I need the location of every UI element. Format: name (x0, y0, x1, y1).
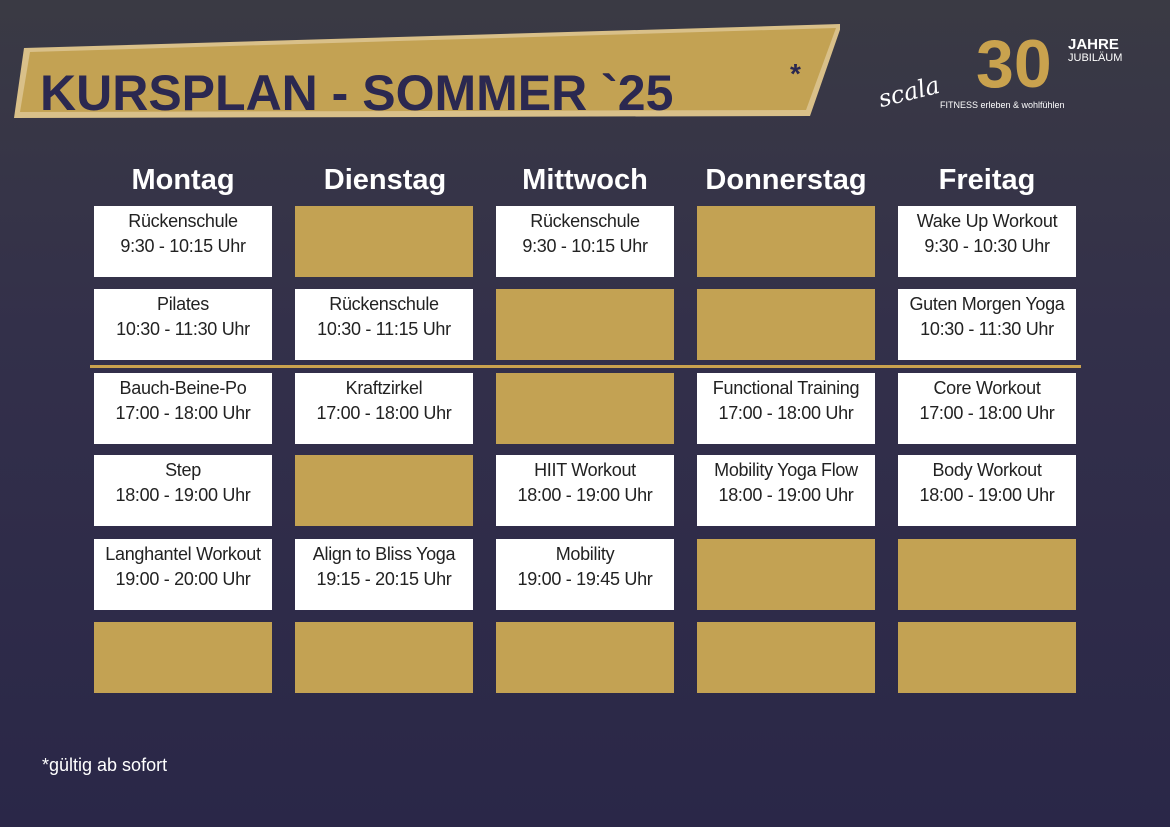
course-slot (496, 539, 674, 610)
course-slot (697, 455, 875, 526)
logo-tagline: FITNESS erleben & wohlfühlen (940, 100, 1065, 110)
course-time: 18:00 - 19:00 Uhr (517, 485, 653, 505)
course-time: 17:00 - 18:00 Uhr (316, 403, 452, 423)
empty-slot (697, 622, 875, 693)
course-slot (898, 373, 1076, 444)
course-time: 17:00 - 18:00 Uhr (919, 403, 1055, 423)
page-title: KURSPLAN - SOMMER `25 (40, 65, 674, 121)
course-time: 18:00 - 19:00 Uhr (115, 485, 251, 505)
course-slot (697, 373, 875, 444)
course-name: HIIT Workout (534, 460, 636, 480)
course-slot (496, 455, 674, 526)
course-name: Align to Bliss Yoga (312, 544, 456, 564)
empty-slot (496, 622, 674, 693)
empty-slot (898, 622, 1076, 693)
course-name: Rückenschule (128, 211, 238, 231)
course-name: Wake Up Workout (916, 211, 1058, 231)
title-banner (10, 24, 840, 120)
empty-slot (697, 289, 875, 360)
course-name: Step (165, 460, 201, 480)
course-name: Pilates (157, 294, 209, 314)
day-header-freitag: Freitag (938, 164, 1036, 196)
logo-jahre: JAHRE (1068, 36, 1119, 53)
empty-slot (697, 206, 875, 277)
empty-slot (496, 373, 674, 444)
course-time: 19:00 - 19:45 Uhr (517, 569, 653, 589)
course-time: 17:00 - 18:00 Uhr (115, 403, 251, 423)
course-name: Functional Training (712, 378, 860, 398)
logo-jubilaeum: JUBILÄUM (1068, 52, 1123, 64)
empty-slot (94, 622, 272, 693)
day-header-mittwoch: Mittwoch (522, 164, 648, 196)
empty-slot (898, 539, 1076, 610)
empty-slot (295, 622, 473, 693)
course-slot (898, 206, 1076, 277)
course-slot (295, 289, 473, 360)
course-name: Mobility Yoga Flow (714, 460, 858, 480)
empty-slot (295, 206, 473, 277)
course-slot (94, 289, 272, 360)
validity-note: *gültig ab sofort (42, 755, 168, 775)
course-time: 17:00 - 18:00 Uhr (718, 403, 854, 423)
day-header-montag: Montag (131, 164, 235, 196)
course-time: 9:30 - 10:15 Uhr (120, 236, 246, 256)
logo-anniversary-number: 30 (976, 26, 1052, 102)
logo-script: scala (875, 70, 943, 114)
course-time: 18:00 - 19:00 Uhr (718, 485, 854, 505)
empty-slot (295, 455, 473, 526)
morning-evening-divider (90, 365, 1081, 368)
title-asterisk: * (790, 58, 801, 89)
empty-slot (697, 539, 875, 610)
day-header-donnerstag: Donnerstag (705, 164, 867, 196)
day-header-dienstag: Dienstag (323, 164, 447, 196)
course-name: Mobility (555, 544, 615, 564)
course-name: Kraftzirkel (345, 378, 423, 398)
course-slot (898, 289, 1076, 360)
course-slot (295, 373, 473, 444)
course-name: Guten Morgen Yoga (909, 294, 1065, 314)
course-slot (496, 206, 674, 277)
course-slot (94, 206, 272, 277)
course-time: 9:30 - 10:30 Uhr (924, 236, 1050, 256)
course-slot (295, 539, 473, 610)
course-name: Bauch-Beine-Po (119, 378, 247, 398)
empty-slot (496, 289, 674, 360)
course-slot (94, 373, 272, 444)
brand-logo (870, 26, 1140, 120)
course-slot (94, 455, 272, 526)
course-time: 10:30 - 11:30 Uhr (116, 319, 250, 339)
course-name: Rückenschule (530, 211, 640, 231)
course-name: Body Workout (932, 460, 1042, 480)
course-time: 18:00 - 19:00 Uhr (919, 485, 1055, 505)
course-name: Rückenschule (329, 294, 439, 314)
course-time: 19:00 - 20:00 Uhr (115, 569, 251, 589)
course-time: 9:30 - 10:15 Uhr (522, 236, 648, 256)
course-time: 19:15 - 20:15 Uhr (316, 569, 452, 589)
course-name: Langhantel Workout (105, 544, 261, 564)
course-name: Core Workout (933, 378, 1041, 398)
course-time: 10:30 - 11:30 Uhr (920, 319, 1054, 339)
course-slot (898, 455, 1076, 526)
course-time: 10:30 - 11:15 Uhr (317, 319, 451, 339)
course-slot (94, 539, 272, 610)
